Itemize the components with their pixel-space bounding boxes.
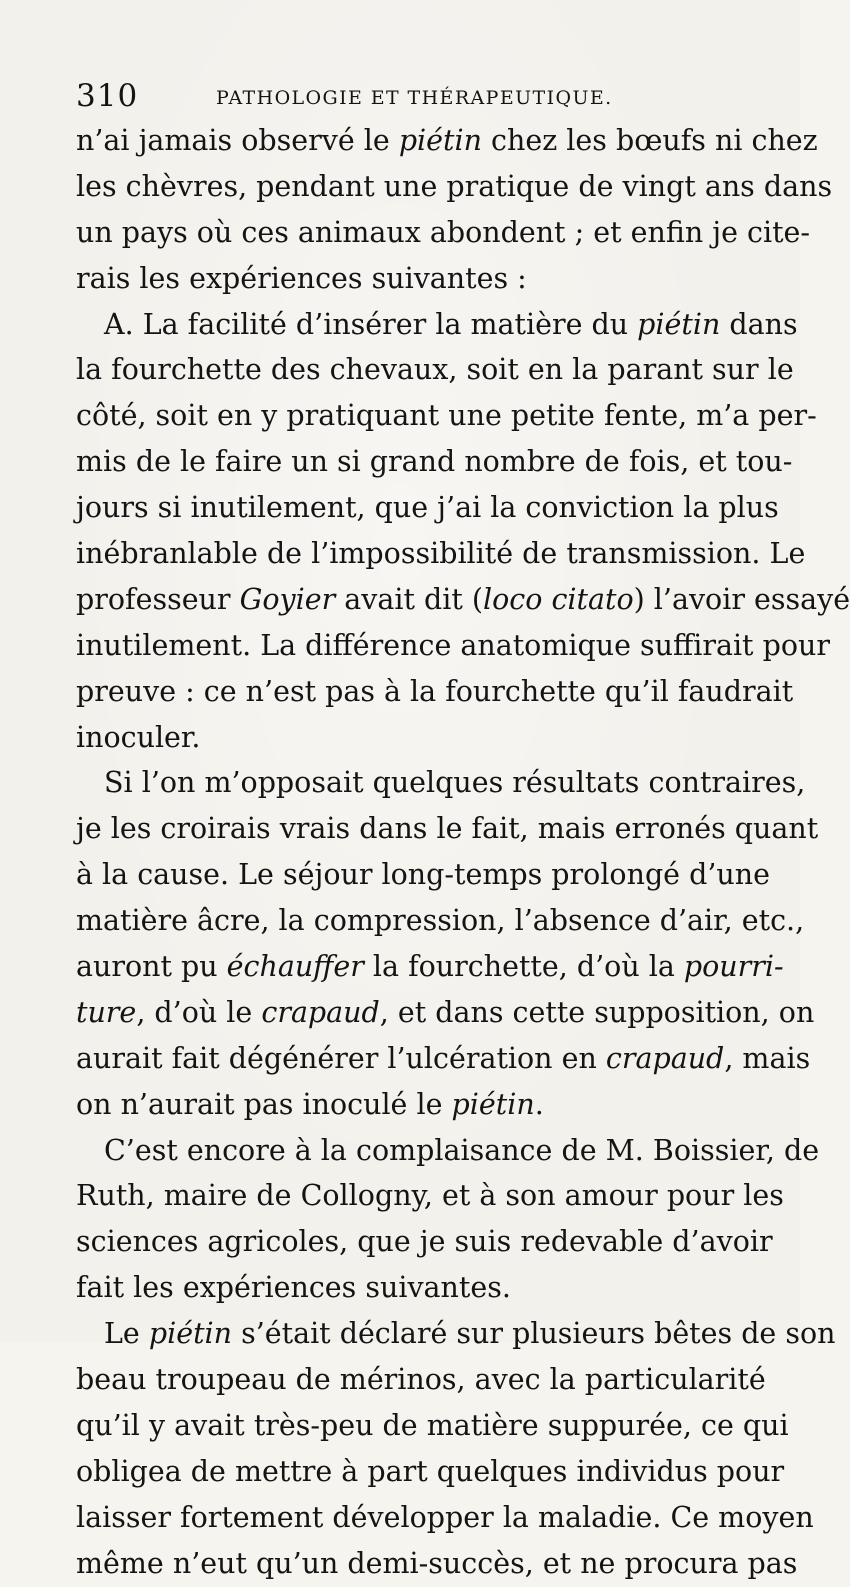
text-line xyxy=(76,944,784,990)
text-line xyxy=(76,1265,758,1311)
text-run: preuve : ce n’est pas à la fourchette qu’il faudrait xyxy=(76,674,794,708)
italic-run: pourri- xyxy=(683,950,784,984)
body-text xyxy=(76,118,850,1587)
text-run: Si l’on m’opposait quelques résultats contraires, xyxy=(104,766,806,800)
text-run: beau troupeau de mérinos, avec la particularité xyxy=(76,1363,766,1397)
text-run: jours si inutilement, que j’ai la conviction la plus xyxy=(76,491,779,525)
text-line xyxy=(76,669,794,715)
text-line xyxy=(76,256,758,302)
text-run: matière âcre, la compression, l’absence d’air, etc., xyxy=(76,904,805,938)
text-run: inébranlable de l’impossibilité de transmission. Le xyxy=(76,537,806,571)
text-run: laisser fortement développer la maladie. Ce moyen xyxy=(76,1500,814,1534)
text-run: sciences agricoles, que je suis redevable d’avoir xyxy=(76,1225,773,1259)
text-run: , et dans cette supposition, on xyxy=(379,995,815,1029)
text-run: Le xyxy=(104,1317,149,1351)
text-line xyxy=(76,210,811,256)
text-line xyxy=(76,1495,814,1541)
text-run: . xyxy=(534,1087,544,1121)
text-line xyxy=(76,393,817,439)
text-line xyxy=(76,1357,766,1403)
running-head xyxy=(76,74,756,118)
text-line xyxy=(76,1403,789,1449)
text-run: la fourchette, d’où la xyxy=(363,950,684,984)
text-line xyxy=(76,1036,811,1082)
text-line xyxy=(76,1219,773,1265)
text-run: auront pu xyxy=(76,950,227,984)
text-line xyxy=(76,898,805,944)
text-line xyxy=(76,1173,784,1219)
italic-run: Goyier xyxy=(239,582,336,616)
text-run: aurait fait dégénérer l’ulcération en xyxy=(76,1041,606,1075)
italic-run: piétin xyxy=(637,307,721,341)
text-run: qu’il y avait très-peu de matière suppurée, ce qui xyxy=(76,1408,789,1442)
text-line xyxy=(76,623,830,669)
text-run: s’était déclaré sur plusieurs bêtes de son xyxy=(232,1317,836,1351)
italic-run: ture xyxy=(76,995,137,1029)
italic-run: loco citato xyxy=(483,582,634,616)
text-line xyxy=(76,1128,820,1174)
italic-run: piétin xyxy=(451,1087,535,1121)
text-run: on n’aurait pas inoculé le xyxy=(76,1087,452,1121)
text-run: professeur xyxy=(76,582,240,616)
text-line xyxy=(76,715,758,761)
text-line xyxy=(76,1311,836,1357)
running-title: PATHOLOGIE ET THÉRAPEUTIQUE. xyxy=(216,87,613,109)
text-line xyxy=(76,1541,798,1587)
text-run: chez les bœufs ni chez xyxy=(481,124,818,157)
text-run: mis de le faire un si grand nombre de fois, et tou- xyxy=(76,445,793,479)
text-run: les chèvres, pendant une pratique de vingt ans dans xyxy=(76,169,833,203)
text-run: inoculer. xyxy=(76,720,201,754)
text-run: un pays où ces animaux abondent ; et enfin je cite- xyxy=(76,215,811,249)
text-line xyxy=(76,1449,785,1495)
italic-run: crapaud xyxy=(605,1041,725,1075)
page-number: 310 xyxy=(76,78,139,114)
text-run: n’ai jamais observé le xyxy=(76,124,399,157)
text-run: fait les expériences suivantes. xyxy=(76,1271,511,1305)
italic-run: crapaud xyxy=(261,995,380,1029)
text-run: rais les expériences suivantes : xyxy=(76,261,527,295)
text-run: avait dit ( xyxy=(335,582,484,616)
text-run: même n’eut qu’un demi-succès, et ne procura pas xyxy=(76,1546,798,1580)
text-run: côté, soit en y pratiquant une petite fente, m’a per- xyxy=(76,399,817,433)
text-line xyxy=(76,118,818,164)
text-run: ) l’avoir essayé xyxy=(633,582,850,616)
text-line xyxy=(76,760,806,806)
italic-run: piétin xyxy=(148,1317,233,1351)
text-run: obligea de mettre à part quelques individus pour xyxy=(76,1454,785,1488)
text-run: C’est encore à la complaisance de M. Boissier, de xyxy=(104,1133,820,1167)
text-line xyxy=(76,439,793,485)
text-run: , d’où le xyxy=(136,995,262,1029)
text-line xyxy=(76,990,815,1036)
text-line xyxy=(76,347,794,393)
italic-run: échauffer xyxy=(226,950,364,984)
italic-run: piétin xyxy=(398,124,482,157)
text-line xyxy=(76,577,850,623)
text-run: , mais xyxy=(724,1041,811,1075)
text-run: A. La facilité d’insérer la matière du xyxy=(104,307,638,341)
text-line xyxy=(76,806,819,852)
text-line xyxy=(76,164,833,210)
text-run: la fourchette des chevaux, soit en la parant sur le xyxy=(76,353,794,387)
text-run: Ruth, maire de Collogny, et à son amour pour les xyxy=(76,1179,784,1213)
text-run: inutilement. La différence anatomique suffirait pour xyxy=(76,628,830,662)
text-line xyxy=(76,531,806,577)
text-line xyxy=(76,1082,758,1128)
text-run: dans xyxy=(720,307,798,341)
text-run: à la cause. Le séjour long-temps prolongé d’une xyxy=(76,858,770,892)
text-line xyxy=(76,485,779,531)
text-run: je les croirais vrais dans le fait, mais erronés quant xyxy=(76,812,819,846)
text-line xyxy=(76,302,798,348)
text-line xyxy=(76,852,770,898)
